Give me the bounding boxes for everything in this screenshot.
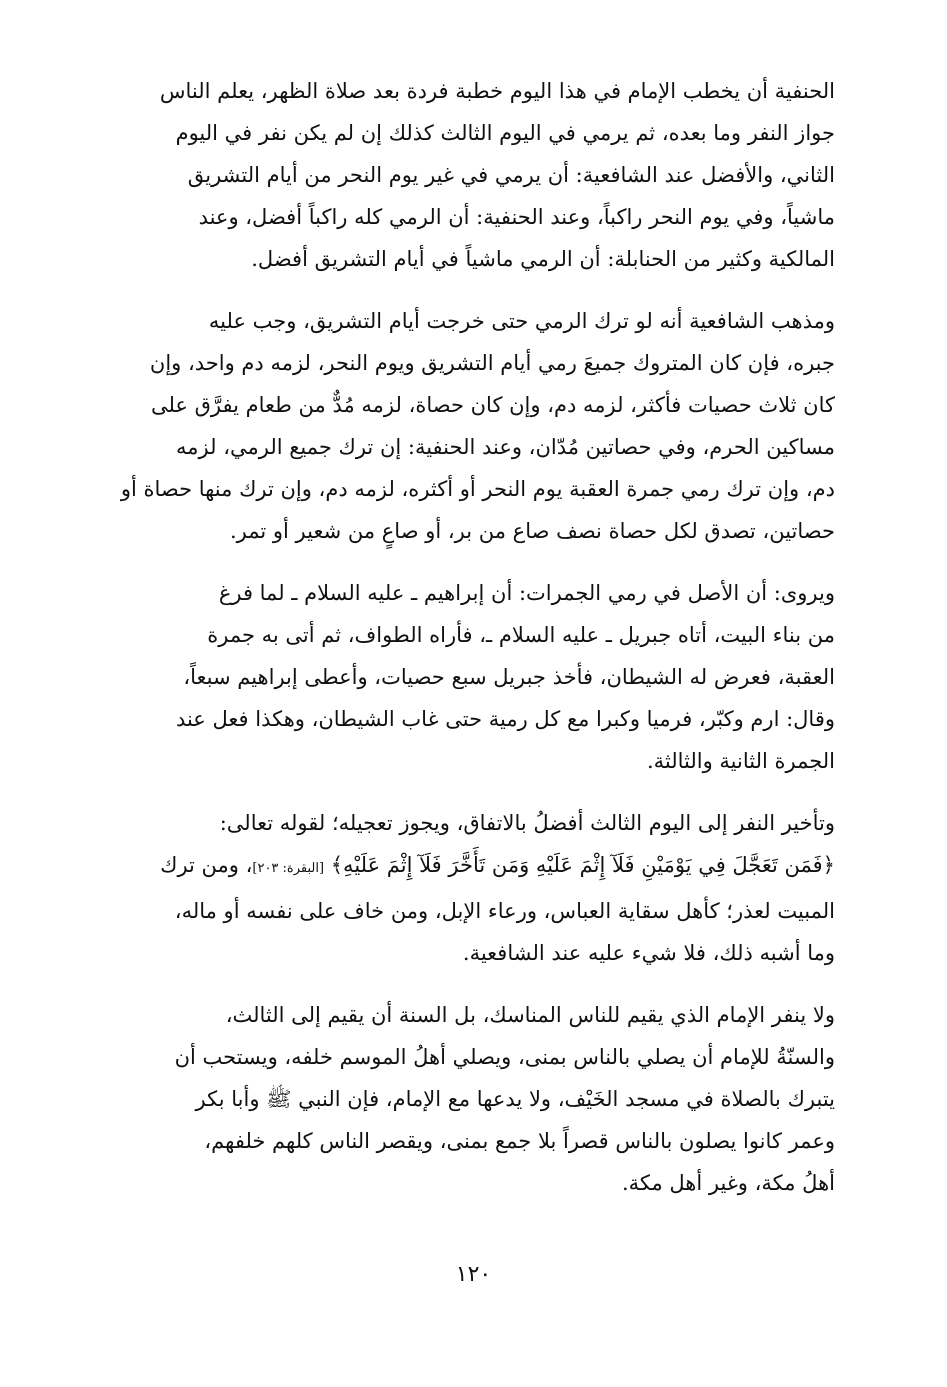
text-line: وقال: ارم وكبّر، فرميا وكبرا مع كل رمية حتى غاب الشيطان، وهكذا فعل عند xyxy=(175,707,835,731)
text-line: والسنّةُ للإمام أن يصلي بالناس بمنى، ويصلي أهلُ الموسم خلفه، ويستحب أن xyxy=(174,1045,835,1069)
text-line: المبيت لعذر؛ كأهل سقاية العباس، ورعاء الإبل، ومن خاف على نفسه أو ماله، xyxy=(174,899,835,923)
text-line: العقبة، فعرض له الشيطان، فأخذ جبريل سبع حصيات، وأعطى إبراهيم سبعاً، xyxy=(183,665,835,689)
text-line: وما أشبه ذلك، فلا شيء عليه عند الشافعية. xyxy=(462,941,835,965)
paragraph-1 xyxy=(112,70,835,280)
text-line: جبره، فإن كان المتروك جميعَ رمي أيام التشريق ويوم النحر، لزمه دم واحد، وإن xyxy=(149,351,835,375)
text-line: يتبرك بالصلاة في مسجد الخَيْف، ولا يدعها مع الإمام، فإن النبي ﷺ وأبا بكر xyxy=(195,1087,835,1111)
text-line: كان ثلاث حصيات فأكثر، لزمه دم، وإن كان حصاة، لزمه مُدٌّ من طعام يفرَّق على xyxy=(150,393,835,417)
page-number: ١٢٠ xyxy=(455,1262,492,1287)
text-line: ويروى: أن الأصل في رمي الجمرات: أن إبراهيم ـ عليه السلام ـ لما فرغ xyxy=(218,581,835,605)
text-line: حصاتين، تصدق لكل حصاة نصف صاع من بر، أو صاعٍ من شعير أو تمر. xyxy=(229,519,835,543)
text-line: ومذهب الشافعية أنه لو ترك الرمي حتى خرجت أيام التشريق، وجب عليه xyxy=(208,309,835,333)
text-line: الثاني، والأفضل عند الشافعية: أن يرمي في غير يوم النحر من أيام التشريق xyxy=(187,163,835,187)
text-line: ماشياً، وفي يوم النحر راكباً، وعند الحنفية: أن الرمي كله راكباً أفضل، وعند xyxy=(198,205,835,229)
quran-reference: [البقرة: ٢٠٣] xyxy=(252,861,325,876)
text-line: الحنفية أن يخطب الإمام في هذا اليوم خطبة فردة بعد صلاة الظهر، يعلم الناس xyxy=(159,79,835,103)
paragraph-3 xyxy=(112,572,835,782)
text-line: جواز النفر وما بعده، ثم يرمي في اليوم الثالث كذلك إن لم يكن نفر في اليوم xyxy=(175,121,835,145)
quran-line xyxy=(112,844,835,890)
text-line: من بناء البيت، أتاه جبريل ـ عليه السلام ـ، فأراه الطواف، ثم أتى به جمرة xyxy=(207,623,835,647)
text-line: أهلُ مكة، وغير أهل مكة. xyxy=(621,1171,835,1195)
text-line: الجمرة الثانية والثالثة. xyxy=(646,749,835,773)
paragraph-2 xyxy=(112,300,835,552)
paragraph-5 xyxy=(112,994,835,1204)
after-verse-text: ، ومن ترك xyxy=(160,853,253,877)
text-line: وتأخير النفر إلى اليوم الثالث أفضلُ بالاتفاق، ويجوز تعجيله؛ لقوله تعالى: xyxy=(219,811,835,835)
quran-verse: ﴿فَمَن تَعَجَّلَ فِي يَوْمَيْنِ فَلَآ إِثْمَ عَلَيْهِ وَمَن تَأَخَّرَ فَلَآ إِثْمَ عَلَيْهِ﴾ xyxy=(330,853,835,877)
text-line: ولا ينفر الإمام الذي يقيم للناس المناسك، بل السنة أن يقيم إلى الثالث، xyxy=(225,1003,835,1027)
text-line: دم، وإن ترك رمي جمرة العقبة يوم النحر أو أكثره، لزمه دم، وإن ترك منها حصاة أو xyxy=(120,477,835,501)
paragraph-4 xyxy=(112,802,835,974)
text-line: المالكية وكثير من الحنابلة: أن الرمي ماشياً في أيام التشريق أفضل. xyxy=(251,247,835,271)
text-line: مساكين الحرم، وفي حصاتين مُدّان، وعند الحنفية: إن ترك جميع الرمي، لزمه xyxy=(176,435,835,459)
text-line: وعمر كانوا يصلون بالناس قصراً بلا جمع بمنى، ويقصر الناس كلهم خلفهم، xyxy=(204,1129,835,1153)
